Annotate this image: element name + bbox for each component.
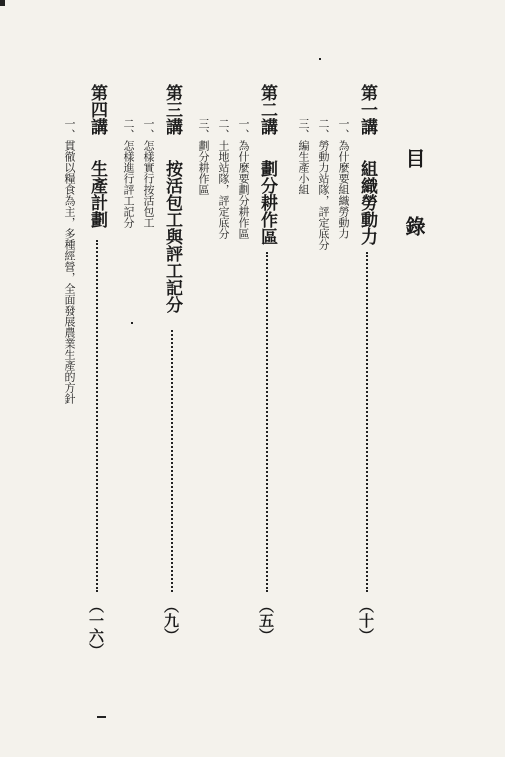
lecture-3-title: 按活包工與評工記分 xyxy=(162,160,182,313)
lecture-4-title: 生產計劃 xyxy=(87,160,107,228)
lecture-2-title: 劃分耕作區 xyxy=(257,160,277,245)
lecture-2-label: 第二講 xyxy=(257,84,277,135)
lecture-2-item-1: 一、為什麼要劃分耕作區 xyxy=(237,118,250,239)
lecture-3-label: 第三講 xyxy=(162,84,182,135)
lecture-3-item-1: 一、怎樣實行按活包工 xyxy=(142,118,155,228)
lecture-3-item-2: 二、怎樣進行評工記分 xyxy=(122,118,135,228)
lecture-4-label: 第四講 xyxy=(87,84,107,135)
lecture-3-leader-dots xyxy=(171,330,173,592)
lecture-4-item-1: 一、貫徹以糧食為主，多種經營，全面發展農業生產的方針 xyxy=(63,118,76,404)
lecture-1-label: 第一講 xyxy=(357,84,377,135)
scan-speck xyxy=(131,322,133,324)
scan-speck xyxy=(97,716,106,718)
lecture-3-page-number: （九） xyxy=(162,598,180,643)
lecture-1-page-number: （十） xyxy=(357,598,375,643)
lecture-2-item-3: 三、劃分耕作區 xyxy=(197,118,210,195)
lecture-1-item-2: 二、勞動力站隊，評定底分 xyxy=(317,118,330,250)
lecture-1-item-1: 一、為什麼要組織勞動力 xyxy=(337,118,350,239)
scan-speck xyxy=(0,0,5,6)
lecture-1-leader-dots xyxy=(366,252,368,592)
lecture-4-page-number: （一六） xyxy=(87,598,105,658)
toc-title: 目 錄 xyxy=(402,148,426,248)
lecture-2-page-number: （五） xyxy=(257,598,275,643)
lecture-2-item-2: 二、土地站隊，評定底分 xyxy=(217,118,230,239)
scan-speck xyxy=(319,58,321,60)
lecture-2-leader-dots xyxy=(266,252,268,592)
lecture-1-item-3: 三、編生產小組 xyxy=(297,118,310,195)
lecture-4-leader-dots xyxy=(96,240,98,592)
lecture-1-title: 組織勞動力 xyxy=(357,160,377,245)
